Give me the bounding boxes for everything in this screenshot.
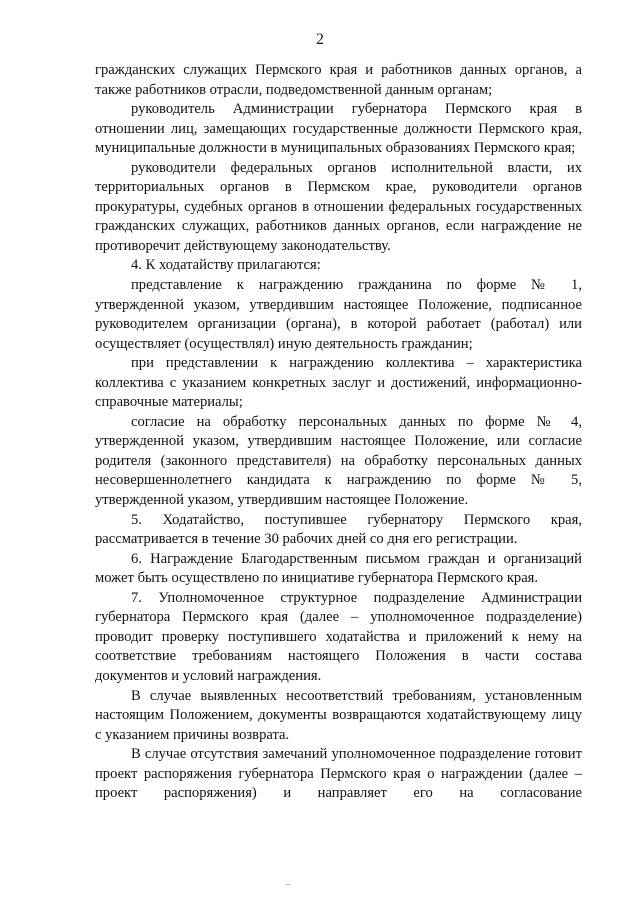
paragraph-section-4-heading: 4. К ходатайству прилагаются: xyxy=(131,257,321,274)
document-body xyxy=(95,61,582,804)
page-number: 2 xyxy=(316,31,324,48)
paragraph-section-6: 6. Награждение Благодарственным письмом граждан и организаций может быть осуществлено по инициативе губернатора Пермского края. xyxy=(95,550,582,587)
paragraph-federal-heads: руководители федеральных органов исполнительной власти, их территориальных органов в Пермском крае, руководители органов прокуратуры, судебных органов в отношении федеральных государственных гражданских служащих, работников данных органов, если награждение не противоречит действующему законодательству. xyxy=(95,159,582,254)
paragraph-citizen-submission: представление к награждению гражданина по форме № 1, утвержденной указом, утвердившим настоящее Положение, подписанное руководителем организации (органа), в которой работает (работал) или осуществляет (осуществлял) иную деятельность гражданин; xyxy=(95,277,582,352)
paragraph-continued: гражданских служащих Пермского края и работников данных органов, а также работников отрасли, подведомственной данным органам; xyxy=(95,62,582,98)
paragraph-nonconformity: В случае выявленных несоответствий требованиям, установленным настоящим Положением, документы возвращаются ходатайствующему лицу с указанием причины возврата. xyxy=(95,687,582,743)
paragraph-administration-head: руководитель Администрации губернатора Пермского края в отношении лиц, замещающих государственные должности Пермского края, муниципальные должности в муниципальных образованиях Пермского края; xyxy=(95,101,582,157)
paragraph-section-5: 5. Ходатайство, поступившее губернатору Пермского края, рассматривается в течение 30 рабочих дней со дня его регистрации. xyxy=(95,511,582,548)
scan-artifact xyxy=(286,884,290,885)
paragraph-no-remarks: В случае отсутствия замечаний уполномоченное подразделение готовит проект распоряжения губернатора Пермского края о награждении (далее – проект распоряжения) и направляет его на согласование xyxy=(95,746,582,802)
paragraph-personal-data-consent: согласие на обработку персональных данных по форме № 4, утвержденной указом, утвердившим настоящее Положение, или согласие родителя (законного представителя) на обработку персональных данных несовершеннолетнего кандидата к награждению по форме № 5, утвержденной указом, утвердившим настоящее Положение. xyxy=(95,413,582,509)
paragraph-section-7: 7. Уполномоченное структурное подразделение Администрации губернатора Пермского края (далее – уполномоченное подразделение) проводит проверку поступившего ходатайства и приложений к нему на соответствие требованиям настоящего Положения в части состава документов и условий награждения. xyxy=(95,589,582,684)
paragraph-collective-submission: при представлении к награждению коллектива – характеристика коллектива с указанием конкретных заслуг и достижений, информационно-справочные материалы; xyxy=(95,355,582,411)
